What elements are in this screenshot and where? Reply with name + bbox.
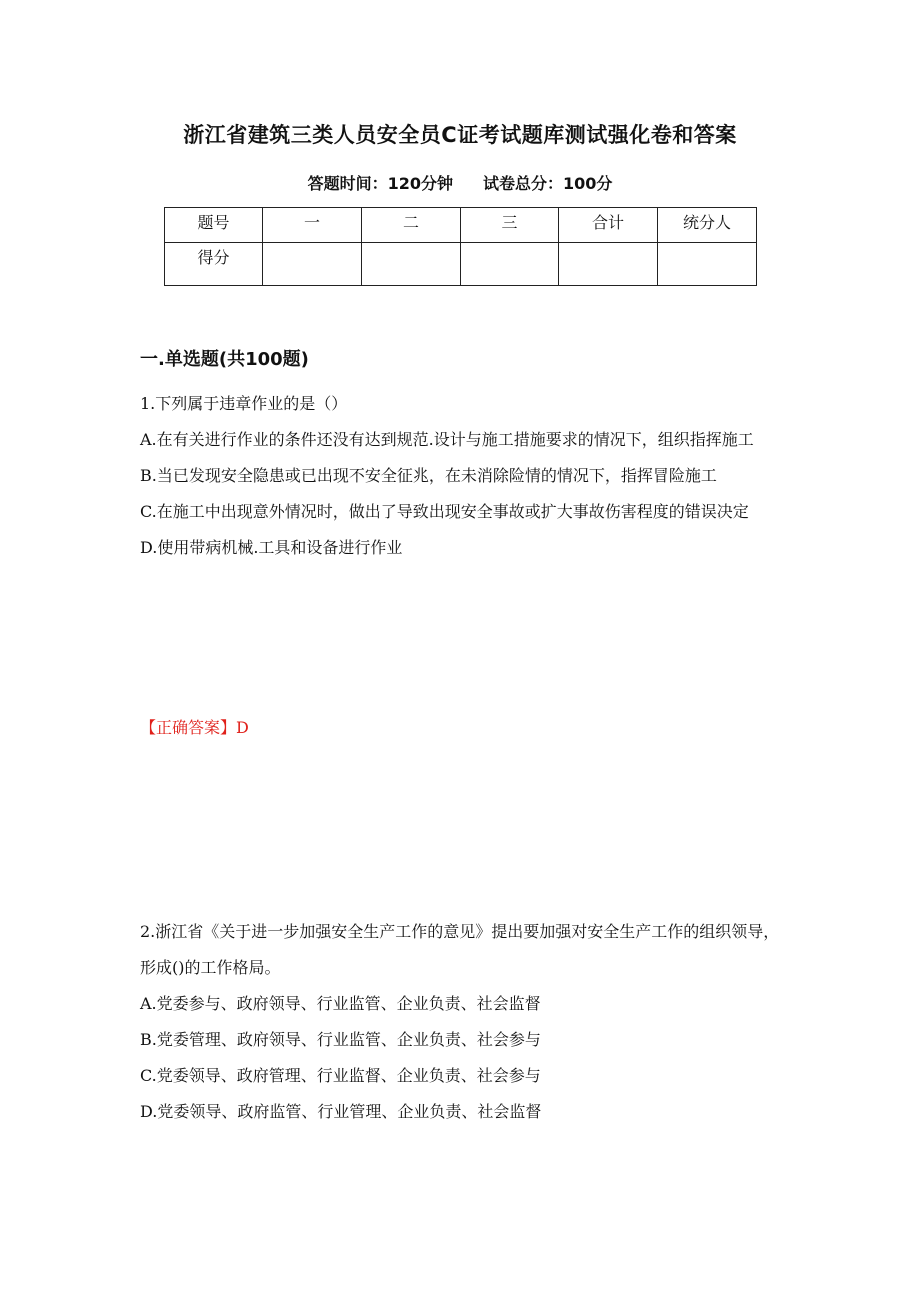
- option-b: B.党委管理、政府领导、行业监管、企业负责、社会参与: [140, 1030, 541, 1049]
- option-d: D.使用带病机械.工具和设备进行作业: [140, 538, 403, 557]
- correct-answer: 【正确答案】D: [140, 718, 249, 737]
- option-a: A.党委参与、政府领导、行业监管、企业负责、社会监督: [140, 994, 541, 1013]
- option-c: C.在施工中出现意外情况时，做出了导致出现安全事故或扩大事故伤害程度的错误决定: [140, 502, 749, 521]
- page-title: 浙江省建筑三类人员安全员C证考试题库测试强化卷和答案: [183, 123, 737, 147]
- question-stem: 2.浙江省《关于进一步加强安全生产工作的意见》提出要加强对安全生产工作的组织领导，形成()的工作格局。: [140, 922, 780, 977]
- option-d: D.党委领导、政府监管、行业管理、企业负责、社会监督: [140, 1102, 542, 1121]
- score-table-header-cell: 二: [362, 208, 461, 243]
- score-table-header-cell: 合计: [559, 208, 658, 243]
- score-table: [164, 207, 757, 286]
- score-table-score-row: [165, 243, 757, 286]
- score-table-header-cell: 一: [263, 208, 362, 243]
- score-table-header-cell: 统分人: [658, 208, 757, 243]
- score-table-header-cell: 三: [461, 208, 559, 243]
- exam-time: 答题时间：120分钟: [307, 174, 453, 193]
- question-1: [140, 386, 785, 566]
- score-cell: [559, 243, 658, 286]
- score-cell: [461, 243, 559, 286]
- option-b: B.当已发现安全隐患或已出现不安全征兆，在未消除险情的情况下，指挥冒险施工: [140, 466, 717, 485]
- score-cell: [263, 243, 362, 286]
- score-table-header-cell: 题号: [165, 208, 263, 243]
- score-table-header-row: [165, 208, 757, 243]
- option-a: A.在有关进行作业的条件还没有达到规范.设计与施工措施要求的情况下，组织指挥施工: [140, 430, 754, 449]
- question-2: [140, 914, 785, 1130]
- score-cell: [658, 243, 757, 286]
- score-cell: [362, 243, 461, 286]
- exam-total-score: 试卷总分：100分: [483, 174, 613, 193]
- section-heading: 一.单选题(共100题): [140, 349, 309, 370]
- question-stem: 1.下列属于违章作业的是（）: [140, 394, 348, 413]
- exam-info: [0, 172, 920, 196]
- option-c: C.党委领导、政府管理、行业监督、企业负责、社会参与: [140, 1066, 541, 1085]
- score-row-label: 得分: [165, 243, 263, 286]
